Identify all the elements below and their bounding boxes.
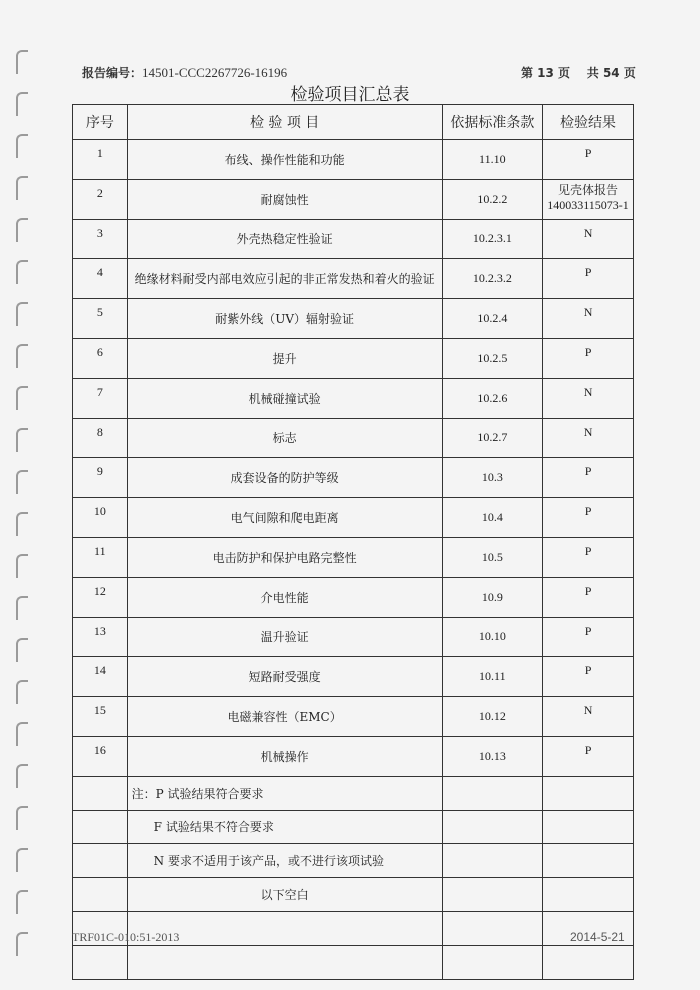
empty-cell bbox=[543, 878, 634, 912]
standard-clause: 10.2.4 bbox=[442, 299, 543, 339]
form-code: TRF01C-010:51-2013 bbox=[72, 930, 180, 944]
binder-hole-mark bbox=[16, 344, 28, 368]
empty-cell bbox=[442, 945, 543, 979]
test-result: P bbox=[543, 259, 634, 299]
note-text: F 试验结果不符合要求 bbox=[127, 810, 442, 844]
note-text: 注：P 试验结果符合要求 bbox=[127, 776, 442, 810]
test-item: 机械操作 bbox=[127, 736, 442, 776]
test-result: N bbox=[543, 299, 634, 339]
empty-cell bbox=[543, 776, 634, 810]
test-result: P bbox=[543, 498, 634, 538]
note-row bbox=[73, 844, 634, 878]
table-row bbox=[73, 179, 634, 219]
table-row bbox=[73, 378, 634, 418]
test-item: 电气间隙和爬电距离 bbox=[127, 498, 442, 538]
table-row bbox=[73, 140, 634, 180]
column-header: 检验结果 bbox=[543, 105, 634, 140]
table-header-row bbox=[73, 105, 634, 140]
standard-clause: 10.4 bbox=[442, 498, 543, 538]
test-result: P bbox=[543, 537, 634, 577]
binder-hole-mark bbox=[16, 932, 28, 956]
row-number: 9 bbox=[73, 458, 128, 498]
row-number: 3 bbox=[73, 219, 128, 259]
report-number: 14501-CCC2267726-16196 bbox=[142, 65, 288, 80]
test-result: P bbox=[543, 338, 634, 378]
standard-clause: 10.2.7 bbox=[442, 418, 543, 458]
binder-hole-mark bbox=[16, 386, 28, 410]
standard-clause: 10.10 bbox=[442, 617, 543, 657]
binder-hole-mark bbox=[16, 134, 28, 158]
standard-clause: 10.3 bbox=[442, 458, 543, 498]
binder-hole-mark bbox=[16, 428, 28, 452]
binder-hole-mark bbox=[16, 260, 28, 284]
empty-cell bbox=[73, 810, 128, 844]
row-number: 12 bbox=[73, 577, 128, 617]
standard-clause: 10.2.3.1 bbox=[442, 219, 543, 259]
standard-clause: 10.13 bbox=[442, 736, 543, 776]
table-row bbox=[73, 697, 634, 737]
table-row bbox=[73, 498, 634, 538]
note-text: 以下空白 bbox=[127, 878, 442, 912]
standard-clause: 11.10 bbox=[442, 140, 543, 180]
test-item: 耐腐蚀性 bbox=[127, 179, 442, 219]
binder-hole-mark bbox=[16, 218, 28, 242]
empty-cell bbox=[73, 945, 128, 979]
test-result: P bbox=[543, 657, 634, 697]
empty-cell bbox=[442, 810, 543, 844]
table-row bbox=[73, 338, 634, 378]
standard-clause: 10.2.6 bbox=[442, 378, 543, 418]
test-result: P bbox=[543, 617, 634, 657]
row-number: 6 bbox=[73, 338, 128, 378]
test-item: 介电性能 bbox=[127, 577, 442, 617]
empty-cell bbox=[543, 810, 634, 844]
table-row bbox=[73, 736, 634, 776]
empty-cell bbox=[73, 878, 128, 912]
test-result: P bbox=[543, 458, 634, 498]
test-result: P bbox=[543, 140, 634, 180]
test-item: 绝缘材料耐受内部电效应引起的非正常发热和着火的验证 bbox=[127, 259, 442, 299]
binder-hole-mark bbox=[16, 554, 28, 578]
note-row bbox=[73, 878, 634, 912]
column-header: 依据标准条款 bbox=[442, 105, 543, 140]
row-number: 1 bbox=[73, 140, 128, 180]
test-result: N bbox=[543, 378, 634, 418]
test-result: N bbox=[543, 697, 634, 737]
test-item: 温升验证 bbox=[127, 617, 442, 657]
summary-table bbox=[72, 104, 634, 980]
report-date: 2014-5-21 bbox=[570, 930, 625, 944]
table-row bbox=[73, 577, 634, 617]
standard-clause: 10.2.5 bbox=[442, 338, 543, 378]
test-item: 电磁兼容性（EMC） bbox=[127, 697, 442, 737]
row-number: 7 bbox=[73, 378, 128, 418]
row-number: 13 bbox=[73, 617, 128, 657]
binder-hole-mark bbox=[16, 764, 28, 788]
test-item: 耐紫外线（UV）辐射验证 bbox=[127, 299, 442, 339]
table-row bbox=[73, 219, 634, 259]
report-number-label: 报告编号： bbox=[82, 66, 143, 80]
row-number: 16 bbox=[73, 736, 128, 776]
binder-hole-mark bbox=[16, 638, 28, 662]
binder-hole-mark bbox=[16, 596, 28, 620]
note-text: N 要求不适用于该产品，或不进行该项试验 bbox=[127, 844, 442, 878]
standard-clause: 10.2.2 bbox=[442, 179, 543, 219]
column-header: 检 验 项 目 bbox=[127, 105, 442, 140]
binder-hole-mark bbox=[16, 890, 28, 914]
test-result: N bbox=[543, 219, 634, 259]
test-item: 机械碰撞试验 bbox=[127, 378, 442, 418]
test-item: 短路耐受强度 bbox=[127, 657, 442, 697]
table-row bbox=[73, 299, 634, 339]
binder-hole-mark bbox=[16, 470, 28, 494]
binder-hole-mark bbox=[16, 176, 28, 200]
test-item: 提升 bbox=[127, 338, 442, 378]
table-row bbox=[73, 458, 634, 498]
table-row bbox=[73, 418, 634, 458]
report-number-line bbox=[82, 64, 287, 81]
standard-clause: 10.2.3.2 bbox=[442, 259, 543, 299]
binder-hole-mark bbox=[16, 512, 28, 536]
row-number: 10 bbox=[73, 498, 128, 538]
standard-clause: 10.5 bbox=[442, 537, 543, 577]
row-number: 15 bbox=[73, 697, 128, 737]
test-item: 成套设备的防护等级 bbox=[127, 458, 442, 498]
row-number: 2 bbox=[73, 179, 128, 219]
empty-cell bbox=[73, 776, 128, 810]
standard-clause: 10.9 bbox=[442, 577, 543, 617]
test-result: N bbox=[543, 418, 634, 458]
binder-hole-mark bbox=[16, 806, 28, 830]
test-result: P bbox=[543, 577, 634, 617]
binder-hole-mark bbox=[16, 722, 28, 746]
empty-cell bbox=[543, 945, 634, 979]
binder-hole-mark bbox=[16, 50, 28, 74]
test-item: 电击防护和保护电路完整性 bbox=[127, 537, 442, 577]
note-row bbox=[73, 810, 634, 844]
binder-hole-mark bbox=[16, 680, 28, 704]
standard-clause: 10.11 bbox=[442, 657, 543, 697]
row-number: 8 bbox=[73, 418, 128, 458]
page-title: 检验项目汇总表 bbox=[290, 85, 410, 105]
row-number: 14 bbox=[73, 657, 128, 697]
row-number: 4 bbox=[73, 259, 128, 299]
test-result: P bbox=[543, 736, 634, 776]
empty-cell bbox=[442, 878, 543, 912]
page-info: 第 13 页 共 54 页 bbox=[521, 66, 636, 80]
table-row bbox=[73, 259, 634, 299]
standard-clause: 10.12 bbox=[442, 697, 543, 737]
row-number: 11 bbox=[73, 537, 128, 577]
empty-cell bbox=[442, 776, 543, 810]
empty-cell bbox=[73, 844, 128, 878]
binder-hole-mark bbox=[16, 302, 28, 326]
test-item: 外壳热稳定性验证 bbox=[127, 219, 442, 259]
test-result: 见壳体报告 140033115073-1 bbox=[543, 179, 634, 219]
row-number: 5 bbox=[73, 299, 128, 339]
note-row bbox=[73, 776, 634, 810]
table-row bbox=[73, 657, 634, 697]
empty-cell bbox=[442, 844, 543, 878]
empty-cell bbox=[127, 945, 442, 979]
test-item: 标志 bbox=[127, 418, 442, 458]
empty-cell bbox=[543, 844, 634, 878]
blank-row bbox=[73, 945, 634, 979]
test-item: 布线、操作性能和功能 bbox=[127, 140, 442, 180]
empty-cell bbox=[442, 911, 543, 945]
table-row bbox=[73, 617, 634, 657]
binder-hole-mark bbox=[16, 848, 28, 872]
column-header: 序号 bbox=[73, 105, 128, 140]
table-row bbox=[73, 537, 634, 577]
